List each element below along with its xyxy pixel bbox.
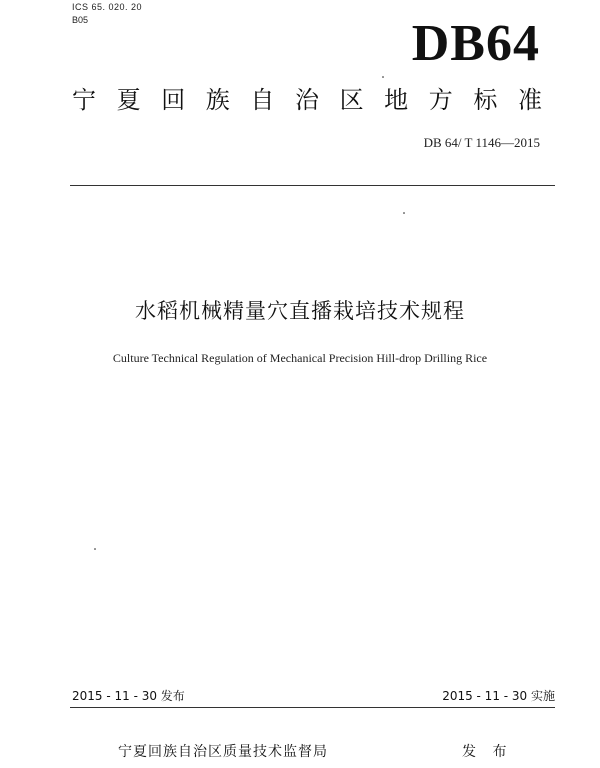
issuing-authority: 宁夏回族自治区质量技术监督局 <box>118 744 328 760</box>
standard-type-char: 区 <box>339 86 364 114</box>
standard-type-char: 宁 <box>72 86 96 114</box>
scan-speck <box>403 212 405 214</box>
ccs-code: B05 <box>72 15 89 25</box>
standard-type-char: 方 <box>428 86 453 114</box>
document-title-chinese: 水稻机械精量穴直播栽培技术规程 <box>135 299 465 323</box>
standard-type-char: 自 <box>250 86 275 114</box>
standard-type-char: 准 <box>517 86 542 114</box>
document-title-english: Culture Technical Regulation of Mechanical Precision Hill-drop Drilling Rice <box>112 351 488 365</box>
header-divider <box>70 185 555 186</box>
standard-type-char: 标 <box>473 86 498 114</box>
standard-type-char: 族 <box>205 86 230 114</box>
standard-type-title <box>72 85 542 115</box>
standard-type-char: 夏 <box>116 86 141 114</box>
issued-label: 发 布 <box>462 744 513 760</box>
standard-type-char: 回 <box>161 86 186 114</box>
ics-code: ICS 65. 020. 20 <box>72 2 143 12</box>
standard-type-char: 治 <box>294 86 319 114</box>
standard-type-char: 地 <box>384 86 409 114</box>
footer-divider <box>70 707 555 708</box>
implementation-date: 2015 - 11 - 30 实施 <box>442 689 555 703</box>
issue-date: 2015 - 11 - 30 发布 <box>72 689 185 703</box>
scan-speck <box>94 548 96 550</box>
scan-speck <box>382 76 384 78</box>
standard-number: DB 64/ T 1146—2015 <box>423 135 540 150</box>
standard-code-logo: DB64 <box>411 15 540 72</box>
